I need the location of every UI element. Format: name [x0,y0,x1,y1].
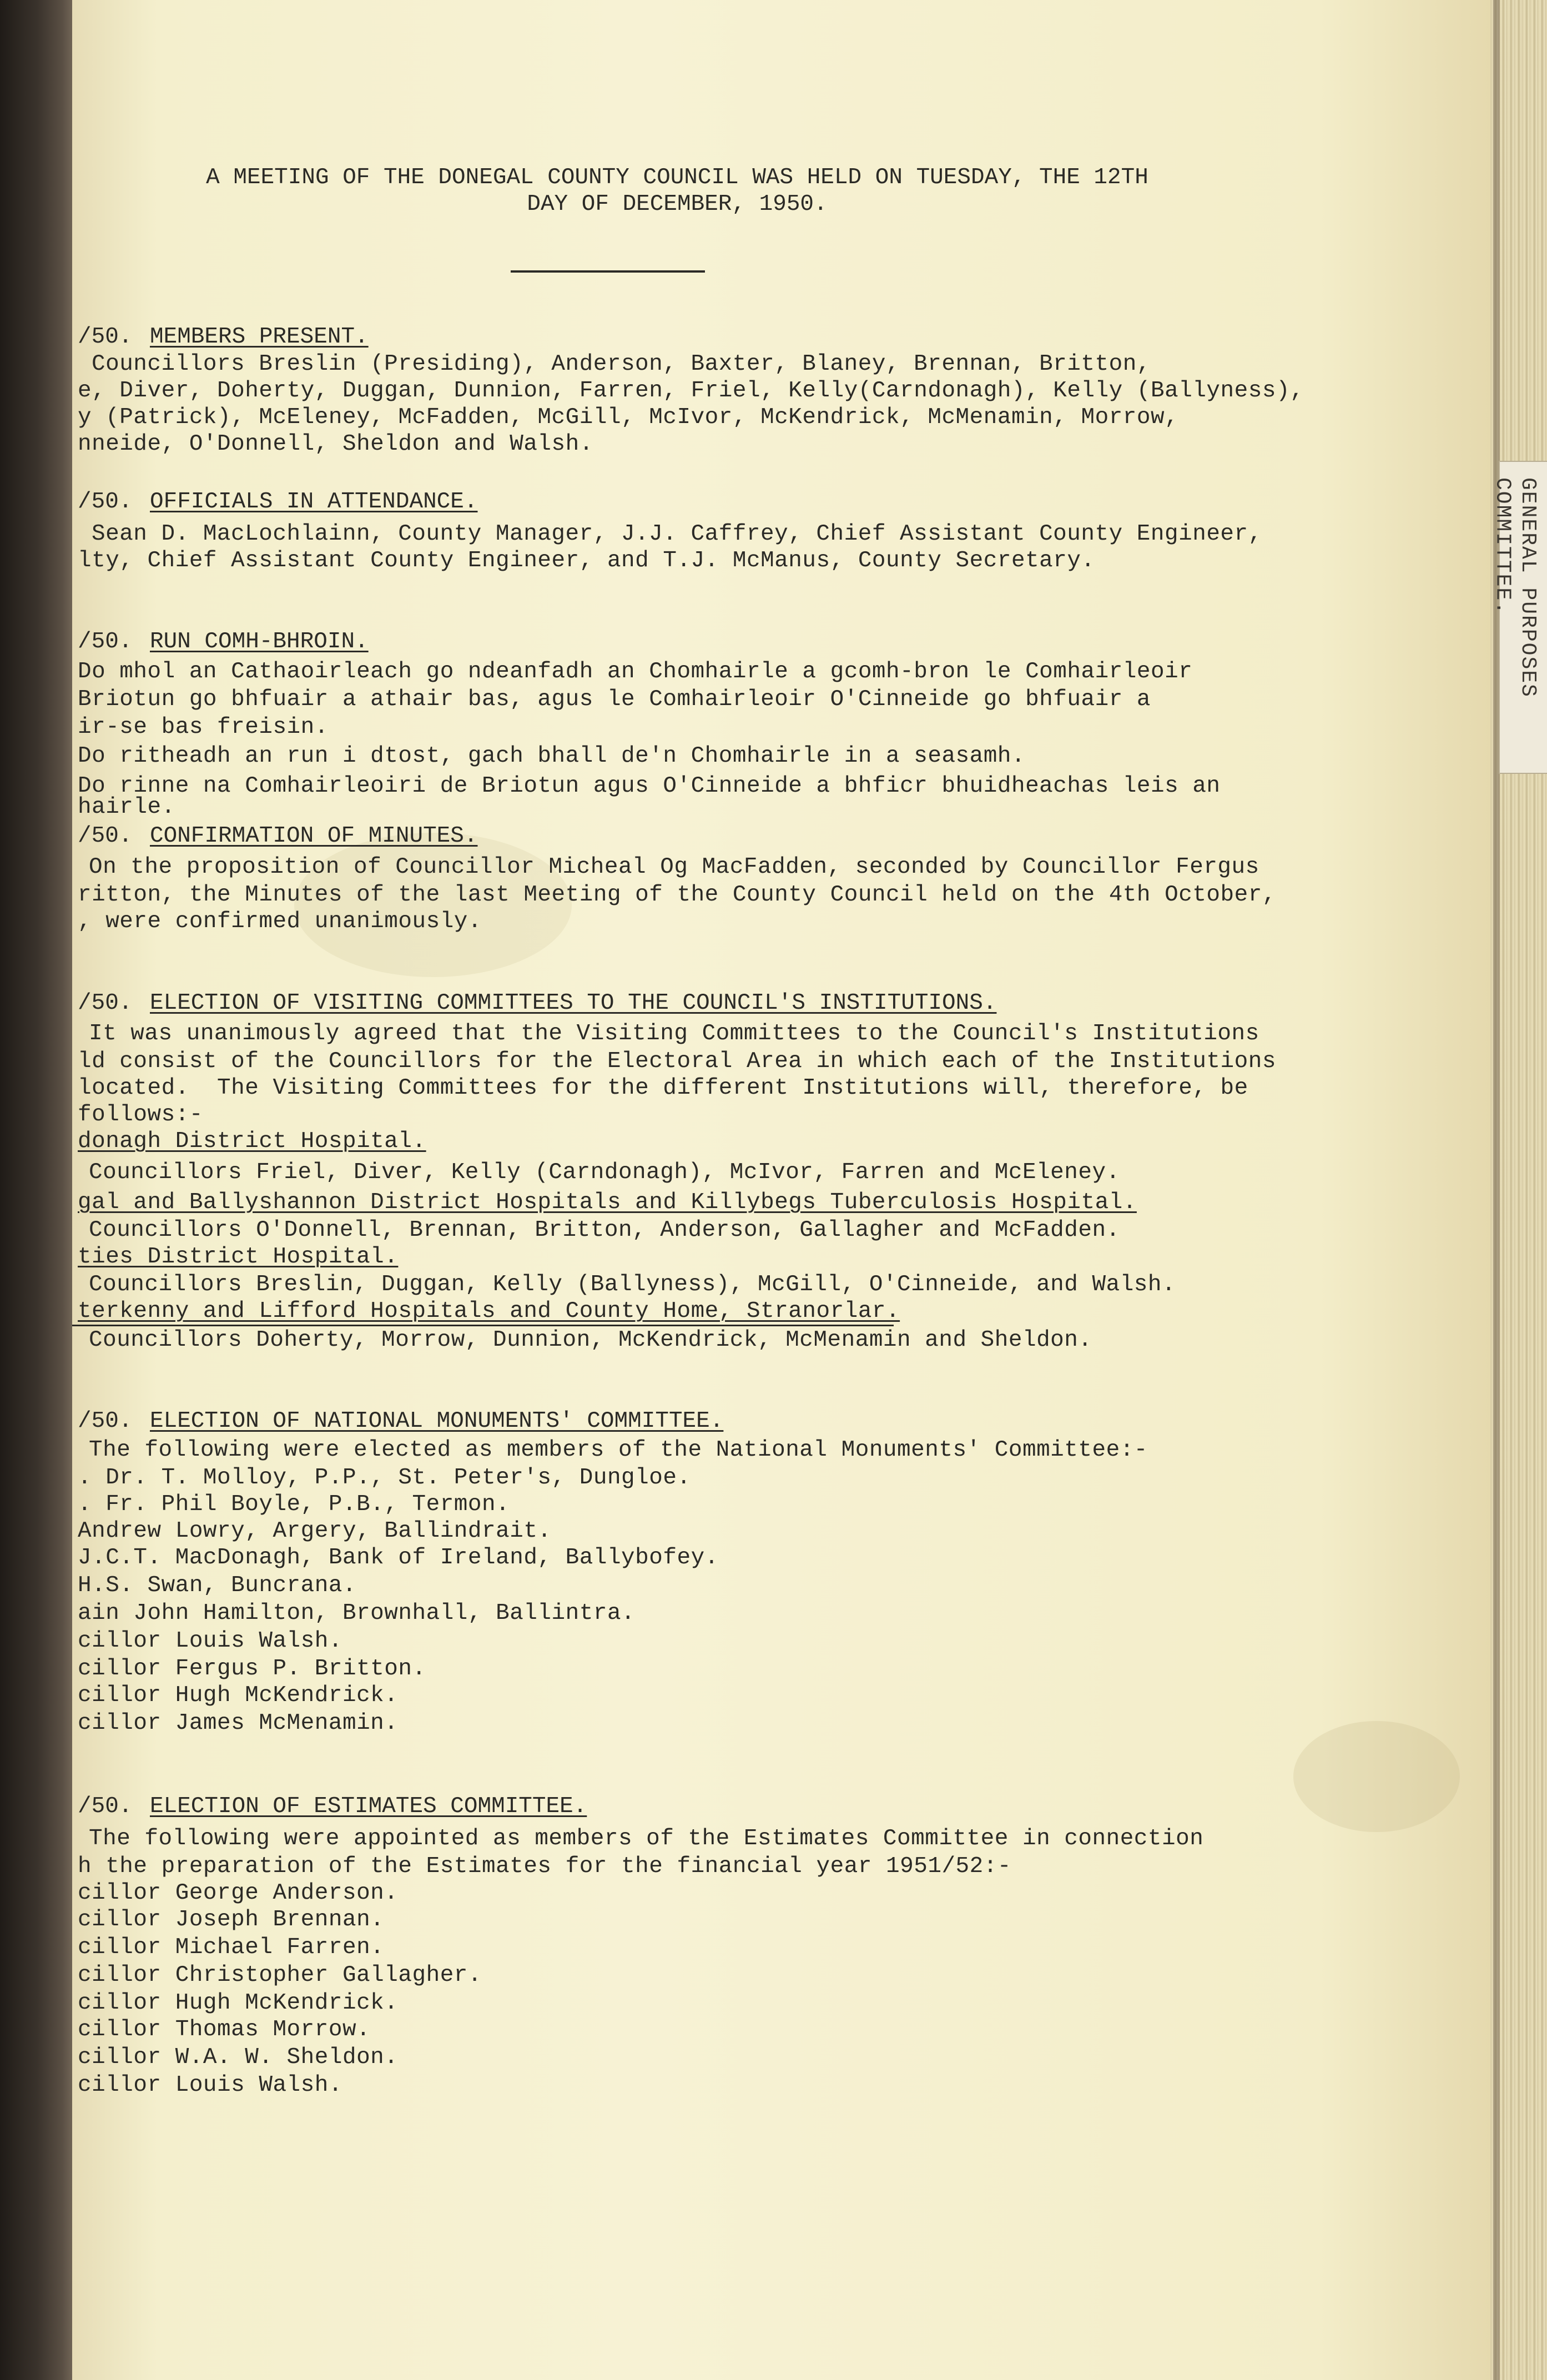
institution-name: ties District Hospital. [78,1244,399,1270]
book-binding [0,0,83,2380]
list-item: cillor Fergus P. Britton. [78,1656,426,1682]
list-item: J.C.T. MacDonagh, Bank of Ireland, Ballybofey. [78,1545,719,1571]
section-number: /50. [78,629,133,655]
section-heading-officials: OFFICIALS IN ATTENDANCE. [150,489,478,515]
meeting-title-line-2: DAY OF DECEMBER, 1950. [527,192,828,217]
institution-name: terkenny and Lifford Hospitals and County Home, Stranorlar. [78,1299,900,1324]
meeting-title-line-1: A MEETING OF THE DONEGAL COUNTY COUNCIL WAS HELD ON TUESDAY, THE 12TH [206,165,1148,190]
text-line: The following were appointed as members of the Estimates Committee in connection [89,1826,1204,1851]
text-line: Do rinne na Comhairleoiri de Briotun agus O'Cinneide a bhficr bhuidheachas leis an [78,773,1221,799]
institution-members: Councillors O'Donnell, Brennan, Britton, Anderson, Gallagher and McFadden. [89,1217,1120,1243]
text-line: follows:- [78,1102,203,1128]
institution-underline [72,1325,894,1326]
index-tab-label: GENERAL PURPOSES COMMITTEE. [1490,477,1540,698]
text-line: lty, Chief Assistant County Engineer, and T.J. McManus, County Secretary. [78,548,1095,573]
document-page [72,0,1490,2380]
institution-name: donagh District Hospital. [78,1129,426,1154]
list-item: . Dr. T. Molloy, P.P., St. Peter's, Dungloe. [78,1465,691,1491]
institution-name: gal and Ballyshannon District Hospitals and Killybegs Tuberculosis Hospital. [78,1190,1137,1215]
section-number: /50. [78,823,133,849]
list-item: cillor Louis Walsh. [78,2072,342,2098]
title-divider [511,270,705,273]
section-heading-visiting-committees: ELECTION OF VISITING COMMITTEES TO THE COUNCIL'S INSTITUTIONS. [150,990,997,1016]
text-line: Briotun go bhfuair a athair bas, agus le Comhairleoir O'Cinneide go bhfuair a [78,687,1151,712]
section-heading-members-present: MEMBERS PRESENT. [150,324,369,350]
section-number: /50. [78,1408,133,1434]
text-line: ritton, the Minutes of the last Meeting of the County Council held on the 4th October, [78,882,1276,908]
list-item: cillor W.A. W. Sheldon. [78,2045,399,2070]
text-line: e, Diver, Doherty, Duggan, Dunnion, Farren, Friel, Kelly(Carndonagh), Kelly (Ballyness), [78,378,1304,404]
list-item: cillor James McMenamin. [78,1710,399,1736]
text-line: The following were elected as members of the National Monuments' Committee:- [89,1437,1148,1463]
list-item: cillor Joseph Brennan. [78,1907,385,1933]
section-heading-run-comh-bhroin: RUN COMH-BHROIN. [150,629,369,655]
text-line: h the preparation of the Estimates for the financial year 1951/52:- [78,1854,1011,1879]
text-line: , were confirmed unanimously. [78,909,482,934]
section-heading-national-monuments: ELECTION OF NATIONAL MONUMENTS' COMMITTEE. [150,1408,724,1434]
text-line: ir-se bas freisin. [78,714,329,740]
list-item: cillor Christopher Gallagher. [78,1963,482,1988]
text-line: y (Patrick), McEleney, McFadden, McGill, McIvor, McKendrick, McMenamin, Morrow, [78,405,1179,430]
list-item: cillor Hugh McKendrick. [78,1683,399,1708]
institution-members: Councillors Doherty, Morrow, Dunnion, McKendrick, McMenamin and Sheldon. [89,1327,1092,1353]
list-item: cillor Michael Farren. [78,1935,385,1960]
section-heading-confirmation-of-minutes: CONFIRMATION OF MINUTES. [150,823,478,849]
section-heading-estimates-committee: ELECTION OF ESTIMATES COMMITTEE. [150,1794,587,1819]
page-edge-shadow [1493,0,1500,2380]
text-line: Sean D. MacLochlainn, County Manager, J.J. Caffrey, Chief Assistant County Engineer, [92,521,1262,547]
list-item: cillor Louis Walsh. [78,1628,342,1654]
text-line: hairle. [78,794,175,820]
list-item: ain John Hamilton, Brownhall, Ballintra. [78,1601,636,1626]
list-item: cillor Thomas Morrow. [78,2017,371,2042]
text-line: Councillors Breslin (Presiding), Anderson, Baxter, Blaney, Brennan, Britton, [92,351,1151,377]
text-line: Do ritheadh an run i dtost, gach bhall de'n Chomhairle in a seasamh. [78,743,1026,769]
list-item: cillor Hugh McKendrick. [78,1990,399,2016]
text-line: It was unanimously agreed that the Visiting Committees to the Council's Institutions [89,1021,1259,1046]
section-number: /50. [78,324,133,350]
section-number: /50. [78,990,133,1016]
list-item: Andrew Lowry, Argery, Ballindrait. [78,1518,552,1544]
list-item: H.S. Swan, Buncrana. [78,1573,357,1598]
institution-members: Councillors Breslin, Duggan, Kelly (Ballyness), McGill, O'Cinneide, and Walsh. [89,1272,1176,1297]
text-line: located. The Visiting Committees for the different Institutions will, therefore, be [78,1075,1248,1101]
text-line: ld consist of the Councillors for the Electoral Area in which each of the Institutions [78,1049,1276,1074]
document-body [72,0,1490,2380]
text-line: On the proposition of Councillor Micheal Og MacFadden, seconded by Councillor Fergus [89,854,1259,880]
list-item: cillor George Anderson. [78,1880,399,1906]
section-number: /50. [78,1794,133,1819]
section-number: /50. [78,489,133,515]
list-item: . Fr. Phil Boyle, P.B., Termon. [78,1492,510,1517]
text-line: nneide, O'Donnell, Sheldon and Walsh. [78,431,593,457]
institution-members: Councillors Friel, Diver, Kelly (Carndonagh), McIvor, Farren and McEleney. [89,1160,1120,1185]
text-line: Do mhol an Cathaoirleach go ndeanfadh an Chomhairle a gcomh-bron le Comhairleoir [78,659,1193,685]
